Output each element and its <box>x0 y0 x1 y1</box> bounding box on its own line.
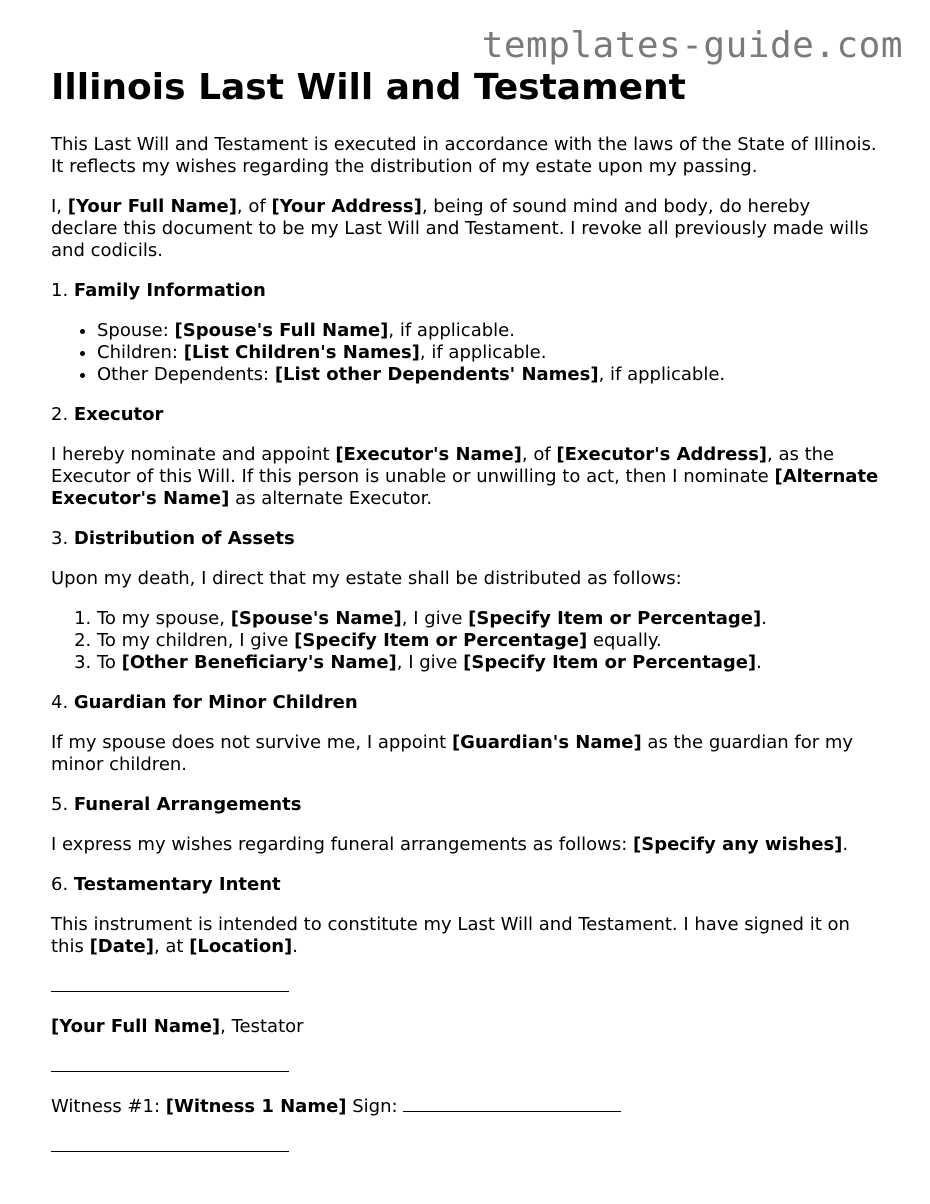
list-item: • Children: [List Children's Names], if applicable. <box>97 342 881 364</box>
declaration-paragraph: I, [Your Full Name], of [Your Address], being of sound mind and body, do hereby declare this document to be my Last Will and Testament. I revoke all previously made wills and codicils. <box>51 196 869 261</box>
guardian-paragraph: If my spouse does not survive me, I appoint [Guardian's Name] as the guardian for my minor children. <box>51 732 854 775</box>
distribution-list <box>51 608 881 674</box>
witness-1-line: Witness #1: [Witness 1 Name] Sign: <box>51 1096 881 1118</box>
testator-signature-line[interactable] <box>51 976 881 998</box>
document-body <box>51 134 881 1176</box>
signature-line[interactable] <box>51 1056 881 1078</box>
section-heading-distribution: 3. Distribution of Assets <box>51 528 295 549</box>
section-heading-family: 1. Family Information <box>51 280 266 301</box>
funeral-paragraph: I express my wishes regarding funeral arrangements as follows: [Specify any wishes]. <box>51 834 849 855</box>
watermark: templates-guide.com <box>481 25 903 66</box>
section-heading-funeral: 5. Funeral Arrangements <box>51 794 302 815</box>
testator-name-line: [Your Full Name], Testator <box>51 1016 304 1037</box>
section-heading-executor: 2. Executor <box>51 404 164 425</box>
testator-address-placeholder: [Your Address] <box>271 196 422 217</box>
list-item: • Spouse: [Spouse's Full Name], if applicable. <box>97 320 881 342</box>
family-list <box>51 320 881 386</box>
section-heading-intent: 6. Testamentary Intent <box>51 874 281 895</box>
section-heading-guardian: 4. Guardian for Minor Children <box>51 692 358 713</box>
testator-name-placeholder: [Your Full Name] <box>67 196 237 217</box>
intent-paragraph: This instrument is intended to constitute my Last Will and Testament. I have signed it on this [Date], at [Location]. <box>51 914 850 957</box>
list-item: 3. To [Other Beneficiary's Name], I give [Specify Item or Percentage]. <box>97 652 881 674</box>
document-title: Illinois Last Will and Testament <box>51 67 686 108</box>
list-item: • Other Dependents: [List other Dependents' Names], if applicable. <box>97 364 881 386</box>
executor-paragraph: I hereby nominate and appoint [Executor's Name], of [Executor's Address], as the Executor of this Will. If this person is unable or unwilling to act, then I nominate [Alternate Executor's Name] as alternate Executor. <box>51 444 879 509</box>
intro-paragraph: This Last Will and Testament is executed in accordance with the laws of the State of Illinois. It reflects my wishes regarding the distribution of my estate upon my passing. <box>51 134 877 177</box>
signature-line[interactable] <box>51 1136 881 1158</box>
list-item: 1. To my spouse, [Spouse's Name], I give [Specify Item or Percentage]. <box>97 608 881 630</box>
distribution-intro: Upon my death, I direct that my estate shall be distributed as follows: <box>51 568 682 589</box>
list-item: 2. To my children, I give [Specify Item or Percentage] equally. <box>97 630 881 652</box>
witness-1-sign-field[interactable] <box>403 1097 621 1112</box>
